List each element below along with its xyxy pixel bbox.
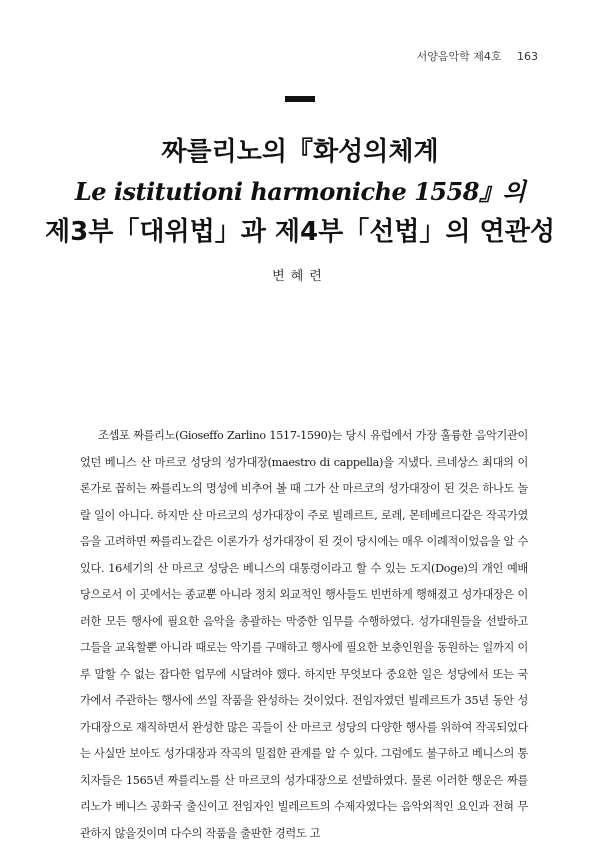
running-header [417,48,538,64]
body-text [80,423,528,847]
author-name: 변혜련 [272,269,328,284]
page-number: 163 [517,50,538,63]
title-line-1: 짜를리노의『화성의체계 [161,137,439,167]
journal-title: 서양음악학 제4호 [416,50,502,63]
title-line-3: 제3부「대위법」과 제4부「선법」의 연관성 [45,217,555,247]
article-title [0,132,600,252]
title-ornament [285,96,315,102]
body-paragraph: 조셉포 짜를리노(Gioseffo Zarlino 1517-1590)는 당시 유럽에서 가장 훌륭한 음악기관이었던 베니스 산 마르코 성당의 성가대장(maestro di cappella)을 지냈다. 르네상스 최대의 이론가로 꼽히는 짜를리노의 명성에 비추어 볼 때 그가 산 마르코의 성가대장이 된 것은 하나도 놀랄 일이 아니다. 하지만 산 마르코의 성가대장이 주로 빌레르트, 로레, 몬테베르디같은 작곡가였음을 고려하면 짜를리노같은 이론가가 성가대장이 된 것이 당시에는 매우 이례적이었음을 알 수 있다. 16세기의 산 마르코 성당은 베니스의 대통령이라고 할 수 있는 도지(Doge)의 개인 예배당으로서 이 곳에서는 종교뿐 아니라 정치 외교적인 행사들도 빈번하게 행해졌고 성가대장은 이러한 모든 행사에 필요한 음악을 총괄하는 막중한 임무를 수행하였다. 성가대원들을 선발하고 그들을 교육할뿐 아니라 때로는 악기를 구매하고 행사에 필요한 보충인원을 동원하는 일까지 이루 말할 수 없는 잡다한 업무에 시달려야 했다. 하지만 무엇보다 중요한 일은 성당에서 또는 국가에서 주관하는 행사에 쓰일 작품을 완성하는 것이었다. 전임자였던 빌레르트가 35년 동안 성가대장으로 재직하면서 완성한 많은 곡들이 산 마르코 성당의 다양한 행사를 위하여 작곡되었다는 사실만 보아도 성가대장과 작곡의 밀접한 관계를 알 수 있다. 그럼에도 불구하고 베니스의 통치자들은 1565년 짜를리노를 산 마르코의 성가대장으로 선발하였다. 물론 이러한 행운은 짜를리노가 베니스 공화국 출신이고 전임자인 빌레르트의 수제자였다는 음악외적인 요인과 전혀 무관하지 않을것이며 다수의 작품을 출판한 경력도 고 [80,429,528,840]
title-line-2: Le istitutioni harmoniche 1558』의 [74,177,526,206]
